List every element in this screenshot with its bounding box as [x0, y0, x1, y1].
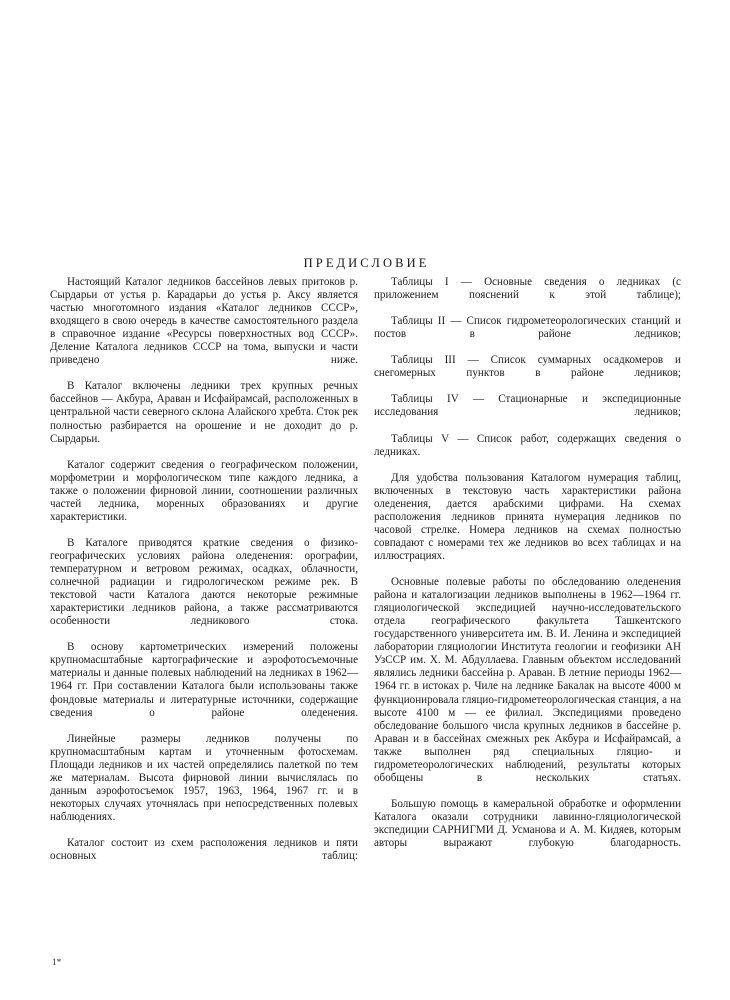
- paragraph: Для удобства пользования Каталогом нумерация таблиц, включенных в текстовую часть характеристики района оледенения, дается арабскими цифрами. На схемах расположения ледников принята нумерация ледников по часовой стрелке. Номера ледников на схемах полностью совпадают с номерами тех же ледников во всех таблицах и на иллюстрациях.: [374, 471, 681, 562]
- paragraph: Настоящий Каталог ледников бассейнов левых притоков р. Сырдарьи от устья р. Карадарьи до устья р. Аксу является частью многотомного издания «Каталог ледников СССР», входящего в свою очередь в качестве самостоятельного раздела в справочное издание «Ресурсы поверхностных вод СССР». Деление Каталога ледников СССР на тома, выпуски и части приведено ниже.: [50, 276, 358, 367]
- table-list-item: Таблицы V — Список работ, содержащих сведения о ледниках.: [374, 432, 681, 458]
- paragraph: В Каталоге приводятся краткие сведения о физико-географических условиях района оледенения: орографии, температурном и ветровом режимах, осадках, облачности, солнечной радиации и гидрологическом режиме рек. В текстовой части Каталога даются некоторые режимные характеристики ледников района, а также рассматриваются особенности ледникового стока.: [50, 536, 358, 628]
- paragraph: Линейные размеры ледников получены по крупномасштабным картам и уточненным фотосхемам. Площади ледников и их частей определялись палеткой по тем же материалам. Высота фирновой линии вычислялась по данным аэрофотосъемок 1957, 1963, 1964, 1967 гг. и в некоторых случаях уточнялась при непосредственных полевых наблюдениях.: [50, 732, 358, 823]
- text-column-left: [50, 276, 358, 876]
- table-list-item: Таблицы I — Основные сведения о ледниках (с приложением пояснений к этой таблице);: [374, 276, 681, 302]
- page-title: ПРЕДИСЛОВИЕ: [303, 256, 430, 271]
- table-list-item: Таблицы III — Список суммарных осадкомеров и снегомерных пунктов в районе ледников;: [374, 354, 681, 380]
- paragraph: В основу картометрических измерений положены крупномасштабные картографические и аэрофотосъемочные материалы и данные полевых наблюдений на ледниках в 1962—1964 гг. При составлении Каталога были использованы также фондовые материалы и литературные источники, содержащие сведения о районе оледенения.: [50, 641, 358, 719]
- paragraph: Основные полевые работы по обследованию оледенения района и каталогизации ледников выполнены в 1962—1964 гг. гляциологической экспедицией научно-исследовательского отдела географического факультета Ташкентского государственного университета им. В. И. Ленина и экспедицией лаборатории гляциологии Института геологии и геофизики АН УзССР им. Х. М. Абдуллаева. Главным объектом исследований являлись ледники бассейна р. Араван. В летние периоды 1962—1964 гг. в истоках р. Чиле на леднике Бакалак на высоте 4000 м функционировала гляцио-гидрометеорологическая станция, а на высоте 4100 м — ее филиал. Экспедициями проведено обследование большого числа крупных ледников в бассейне р. Араван и в бассейнах смежных рек Акбура и Исфайрамсай, а также выполнен ряд специальных гляцио- и гидрометеорологических наблюдений, результаты которых обобщены в нескольких статьях.: [374, 576, 681, 784]
- table-list-item: Таблицы IV — Стационарные и экспедиционные исследования ледников;: [374, 393, 681, 419]
- table-list-item: Таблицы II — Список гидрометеорологических станций и постов в районе ледников;: [374, 315, 681, 341]
- paragraph: Большую помощь в камеральной обработке и оформлении Каталога оказали сотрудники лавинно-гляциологической экспедиции САРНИГМИ Д. Усманова и А. М. Кидяев, которым авторы выражают глубокую благодарность.: [374, 797, 681, 850]
- paragraph: Каталог состоит из схем расположения ледников и пяти основных таблиц:: [50, 837, 358, 863]
- paragraph: В Каталог включены ледники трех крупных речных бассейнов — Акбура, Араван и Исфайрамсай, расположенных в центральной части северного склона Алайского хребта. Сток рек полностью разбирается на орошение и не доходит до р. Сырдарьи.: [50, 380, 358, 445]
- signature-mark: 1*: [52, 957, 62, 967]
- text-column-right: [374, 276, 681, 863]
- paragraph: Каталог содержит сведения о географическом положении, морфометрии и морфологическом типе каждого ледника, а также о положении фирновой линии, соотношении различных частей ледника, моренных образованиях и другие характеристики.: [50, 458, 358, 523]
